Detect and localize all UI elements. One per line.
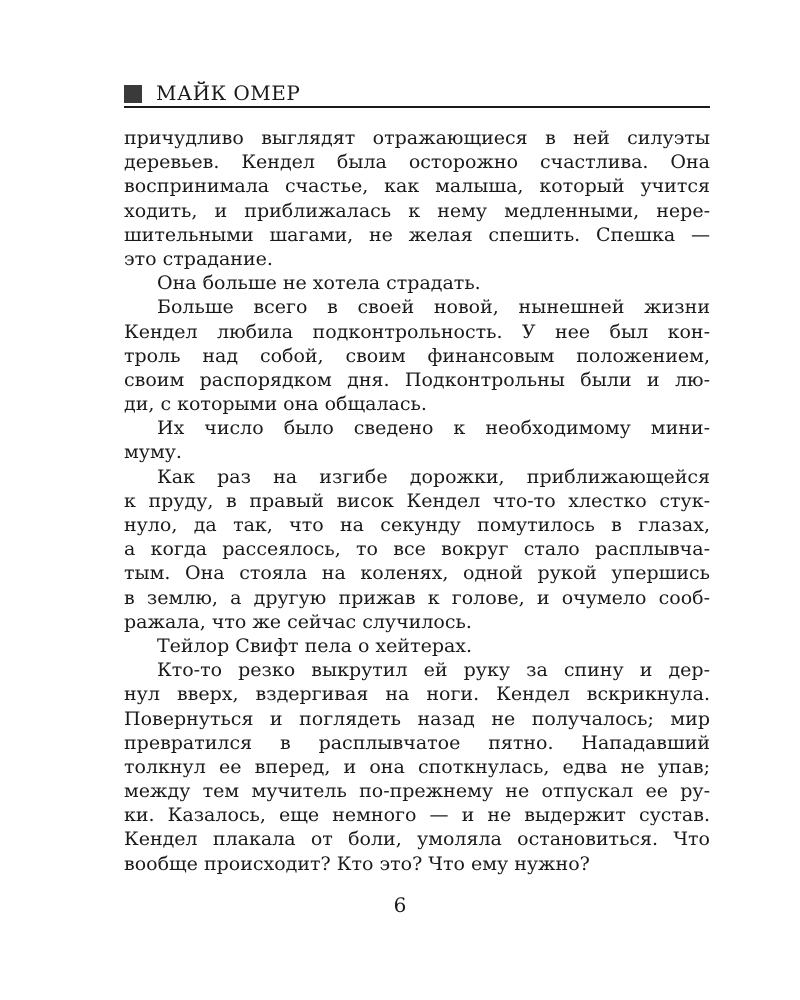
text-line: тым. Она стояла на коленях, одной рукой упершись	[124, 562, 710, 585]
header-square-ornament	[124, 85, 142, 103]
page-number: 6	[393, 893, 407, 917]
text-line: нуло, да так, что на секунду помутилось в глазах,	[124, 514, 710, 536]
text-line: ки. Казалось, еще немного — и не выдержит сустав.	[124, 804, 710, 827]
text-line: причудливо выглядят отражающиеся в ней силуэты	[124, 127, 710, 149]
text-line: в землю, а другую прижав к голове, и очумело сооб-	[124, 586, 710, 609]
text-line: нул вверх, вздергивая на ноги. Кендел вскрикнула.	[124, 683, 710, 706]
text-line: ди, с которыми она общалась.	[124, 393, 427, 416]
text-line: Она больше не хотела страдать.	[157, 272, 481, 295]
body-text	[124, 126, 710, 876]
text-line: Больше всего в своей новой, нынешней жизни	[157, 296, 710, 319]
text-line: ражала, что же сейчас случилось.	[124, 610, 472, 633]
text-line: Кендел плакала от боли, умоляла остановиться. Что	[124, 828, 710, 851]
text-line: муму.	[124, 441, 182, 464]
text-line: Тейлор Свифт пела о хейтерах.	[157, 634, 473, 657]
text-line: Как раз на изгибе дорожки, приближающейся	[157, 465, 710, 488]
text-line: а когда рассеялось, то все вокруг стало расплывча-	[124, 538, 710, 561]
running-header	[124, 80, 710, 108]
text-line: троль над собой, своим финансовым положением,	[124, 344, 710, 367]
text-line: между тем мучитель по-прежнему не отпускал ее ру-	[124, 780, 710, 803]
header-author-name: МАЙК ОМЕР	[156, 81, 301, 105]
text-line: это страдание.	[124, 247, 273, 270]
text-line: ходить, и приближалась к нему медленными, нере-	[124, 199, 710, 222]
text-line: превратился в расплывчатое пятно. Нападавший	[124, 731, 710, 754]
text-line: Кто-то резко выкрутил ей руку за спину и дер-	[157, 659, 710, 682]
text-line: Их число было сведено к необходимому мини-	[157, 417, 710, 440]
text-line: своим распорядком дня. Подконтрольны были и лю-	[124, 368, 710, 391]
text-line: воспринимала счастье, как малыша, который учится	[124, 175, 710, 198]
text-line: Кендел любила подконтрольность. У нее был кон-	[124, 320, 710, 343]
text-line: толкнул ее вперед, и она споткнулась, едва не упав;	[124, 755, 710, 778]
text-line: шительными шагами, не желая спешить. Спешка —	[124, 223, 710, 246]
text-line: деревьев. Кендел была осторожно счастлива. Она	[124, 151, 710, 174]
text-line: вообще происходит? Кто это? Что ему нужно?	[124, 852, 590, 875]
text-line: к пруду, в правый висок Кендел что-то хлестко стук-	[124, 489, 710, 512]
text-line: Повернуться и поглядеть назад не получалось; мир	[124, 707, 710, 730]
